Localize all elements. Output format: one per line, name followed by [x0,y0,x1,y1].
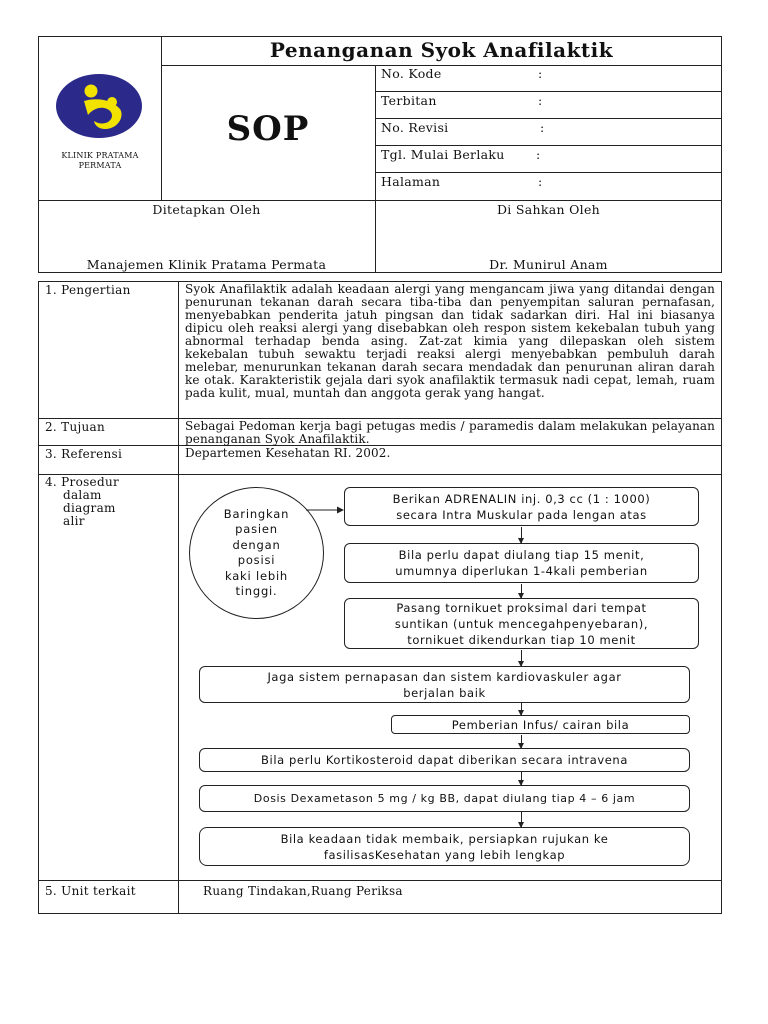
meta-terbitan-colon: : [538,93,543,108]
meta-tanggal-label: Tgl. Mulai Berlaku [381,147,505,162]
meta-revisi-label: No. Revisi [381,120,449,135]
flow-step-adrenalin [344,487,699,526]
step-line: secara Intra Muskular pada lengan atas [396,507,647,522]
arrow-down [521,584,522,598]
step-line: umumnya diperlukan 1-4kali pemberian [395,564,648,578]
prosedur-label-line: 4. Prosedur [45,475,120,489]
clinic-name [40,151,160,171]
meta-halaman-colon: : [538,174,543,189]
arrow-down [521,703,522,715]
pengertian-label: 1. Pengertian [45,283,131,297]
circle-line: Baringkan [223,506,290,521]
meta-tanggal-colon: : [536,147,541,162]
prosedur-label-line: diagram [63,501,116,515]
step-line: Bila perlu dapat diulang tiap 15 menit, [398,548,645,562]
arrow-down [521,772,522,785]
clinic-logo [54,73,144,139]
step-line: berjalan baik [403,685,486,700]
clinic-logo-icon [54,73,144,139]
circle-line: tinggi. [235,584,278,598]
sign-left-name: Manajemen Klinik Pratama Permata [86,257,327,272]
arrow-down [521,527,522,543]
arrow-down [521,735,522,748]
referensi-label: 3. Referensi [45,447,123,461]
step-line: Pemberian Infus/ cairan bila [451,717,630,732]
step-line: suntikan (untuk mencegahpenyebaran), [394,616,649,631]
meta-halaman-label: Halaman [381,174,441,189]
referensi-text: Departemen Kesehatan RI. 2002. [185,446,391,460]
arrow-down [521,650,522,666]
flow-step-airway [199,666,690,703]
step-line: Pasang tornikuet proksimal dari tempat [396,600,647,615]
tujuan-text: Sebagai Pedoman kerja bagi petugas medis / paramedis dalam melakukan pelayanan penanganan Syok Anafilaktik. [185,419,715,446]
step-line: Bila perlu Kortikosteroid dapat diberikan secara intravena [261,753,628,767]
clinic-name-line2: PERMATA [78,161,122,170]
circle-line: pasien [235,522,278,536]
flow-step-referral [199,827,690,866]
step-line: Jaga sistem pernapasan dan sistem kardiovaskuler agar [267,669,622,684]
sign-right-title: Di Sahkan Oleh [496,202,600,217]
circle-line: dengan [232,537,281,552]
unit-label: 5. Unit terkait [45,884,136,898]
step-line: Dosis Dexametason 5 mg / kg BB, dapat diulang tiap 4 – 6 jam [253,791,636,805]
meta-code-label: No. Kode [381,66,442,81]
step-line: fasilisasKesehatan yang lebih lengkap [323,847,566,862]
meta-terbitan-label: Terbitan [381,93,437,108]
arrow-circle-to-step1 [306,500,344,510]
prosedur-label-line: dalam [63,488,102,502]
flow-start-circle [189,487,324,619]
flow-step-corticosteroid [199,748,690,772]
meta-code-colon: : [538,66,543,81]
flow-step-repeat [344,543,699,583]
unit-text: Ruang Tindakan,Ruang Periksa [203,884,403,898]
document-title: Penanganan Syok Anafilaktik [269,38,614,62]
prosedur-label-line: alir [63,514,85,528]
prosedur-label [45,476,119,528]
flow-step-infusion [391,715,690,734]
step-line: Bila keadaan tidak membaik, persiapkan rujukan ke [280,831,609,846]
sop-label: SOP [226,109,310,149]
sign-right-name: Dr. Munirul Anam [489,257,608,272]
pengertian-text: Syok Anafilaktik adalah keadaan alergi yang mengancam jiwa yang ditandai dengan penurunan tekanan darah secara tiba-tiba dan penyempitan saluran pernafasan, menyebabkan penderita jatuh pingsan dan tidak sadarkan diri. Hal ini biasanya dipicu oleh reaksi alergi yang disebabkan oleh respon sistem kekebalan tubuh yang abnormal terhadap benda asing. Zat-zat kimia yang dilepaskan oleh sistem kekebalan tubuh sewaktu terjadi reaksi alergi menyebabkan pembuluh darah melebar, menurunkan tekanan darah secara mendadak dan penurunan aliran darah ke otak. Karakteristik gejala dari syok anafilaktik termasuk nadi cepat, lemah, ruam pada kulit, mual, muntah dan anggota gerak yang hangat. [185,282,715,400]
tujuan-label: 2. Tujuan [45,420,106,434]
circle-line: posisi [237,553,276,567]
sign-left-title: Ditetapkan Oleh [152,202,261,217]
flow-step-dexamethasone [199,785,690,812]
flow-step-tourniquet [344,598,699,649]
circle-line: kaki lebih [224,568,289,583]
step-line: tornikuet dikendurkan tiap 10 menit [407,632,636,647]
meta-revisi-colon: : [540,120,545,135]
arrow-down [521,812,522,827]
clinic-name-line1: KLINIK PRATAMA [61,151,139,160]
step-line: Berikan ADRENALIN inj. 0,3 cc (1 : 1000) [392,491,651,506]
